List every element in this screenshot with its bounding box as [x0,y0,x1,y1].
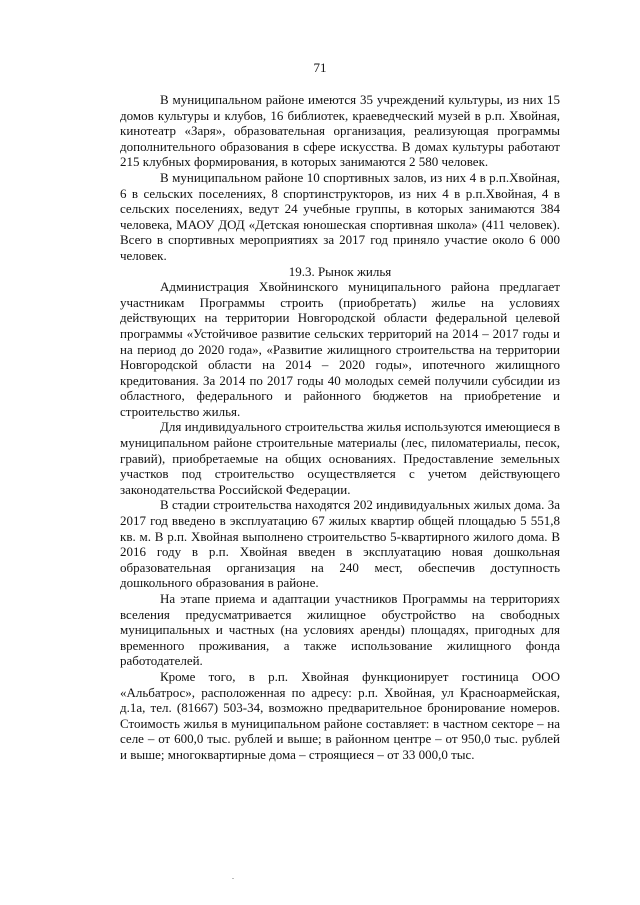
page-number: 71 [313,60,327,75]
scan-artifact [232,878,234,879]
paragraph-adaptation-housing: На этапе приема и адаптации участников Программы на территориях вселения предусматривается жилищное обустройство на свободных муниципальных и частных (на условиях аренды) площадях, пригодных для временного проживания, а также использование жилищного фонда работодателей. [120,591,560,669]
section-heading-housing-market: 19.3. Рынок жилья [288,263,392,279]
paragraph-construction-stats: В стадии строительства находятся 202 индивидуальных жилых дома. За 2017 год введено в эксплуатацию 67 жилых квартир общей площадью 5 551,8 кв. м. В р.п. Хвойная выполнено строительство 5-квартирного жилого дома. В 2016 году в р.п. Хвойная введен в эксплуатацию новая дошкольная образовательная организация на 240 мест, обеспечив доступность дошкольного образования в районе. [120,497,560,591]
paragraph-housing-programs: Администрация Хвойнинского муниципального района предлагает участникам Программы строить (приобретать) жилье на условиях действующих на территории Новгородской области федеральной целевой программы «Устойчивое развитие сельских территорий на 2014 – 2017 годы и на период до 2020 года», «Развитие жилищного строительства на территории Новгородской области на 2014 – 2020 годы», ипотечного жилищного кредитования. За 2014 по 2017 годы 40 молодых семей получили субсидии из областного, федерального и районного бюджетов на приобретение и строительство жилья. [120,279,560,419]
paragraph-sports: В муниципальном районе 10 спортивных залов, из них 4 в р.п.Хвойная, 6 в сельских поселениях, 8 спортинструкторов, из них 4 в р.п.Хвойная, 4 в сельских поселениях, ведут 24 учебные группы, в которых занимаются 384 человека, МАОУ ДОД «Детская юношеская спортивная школа» (411 человек). Всего в спортивных мероприятиях за 2017 год приняло участие около 6 000 человек. [120,169,560,263]
paragraph-building-materials: Для индивидуального строительства жилья используются имеющиеся в муниципальном районе строительные материалы (лес, пиломатериалы, песок, гравий), приобретаемые на общих основаниях. Предоставление земельных участков под строительство осуществляется с учетом действующего законодательства Российской Федерации. [120,419,560,497]
paragraph-culture: В муниципальном районе имеются 35 учреждений культуры, из них 15 домов культуры и клубов, 16 библиотек, краеведческий музей в р.п. Хвойная, кинотеатр «Заря», образовательная организация, реализующая программы дополнительного образования в сфере искусства. В домах культуры работают 215 клубных формирования, в которых занимаются 2 580 человек. [120,92,560,170]
paragraph-hotel-and-prices: Кроме того, в р.п. Хвойная функционирует гостиница ООО «Альбатрос», расположенная по адресу: р.п. Хвойная, ул Красноармейская, д.1а, тел. (81667) 503-34, возможно предварительное бронирование номеров. Стоимость жилья в муниципальном районе составляет: в частном секторе – на селе – от 600,0 тыс. рублей и выше; в районном центре – от 950,0 тыс. рублей и выше; многоквартирные дома – строящиеся – от 33 000,0 тыс. [120,668,560,762]
document-body [120,92,560,763]
